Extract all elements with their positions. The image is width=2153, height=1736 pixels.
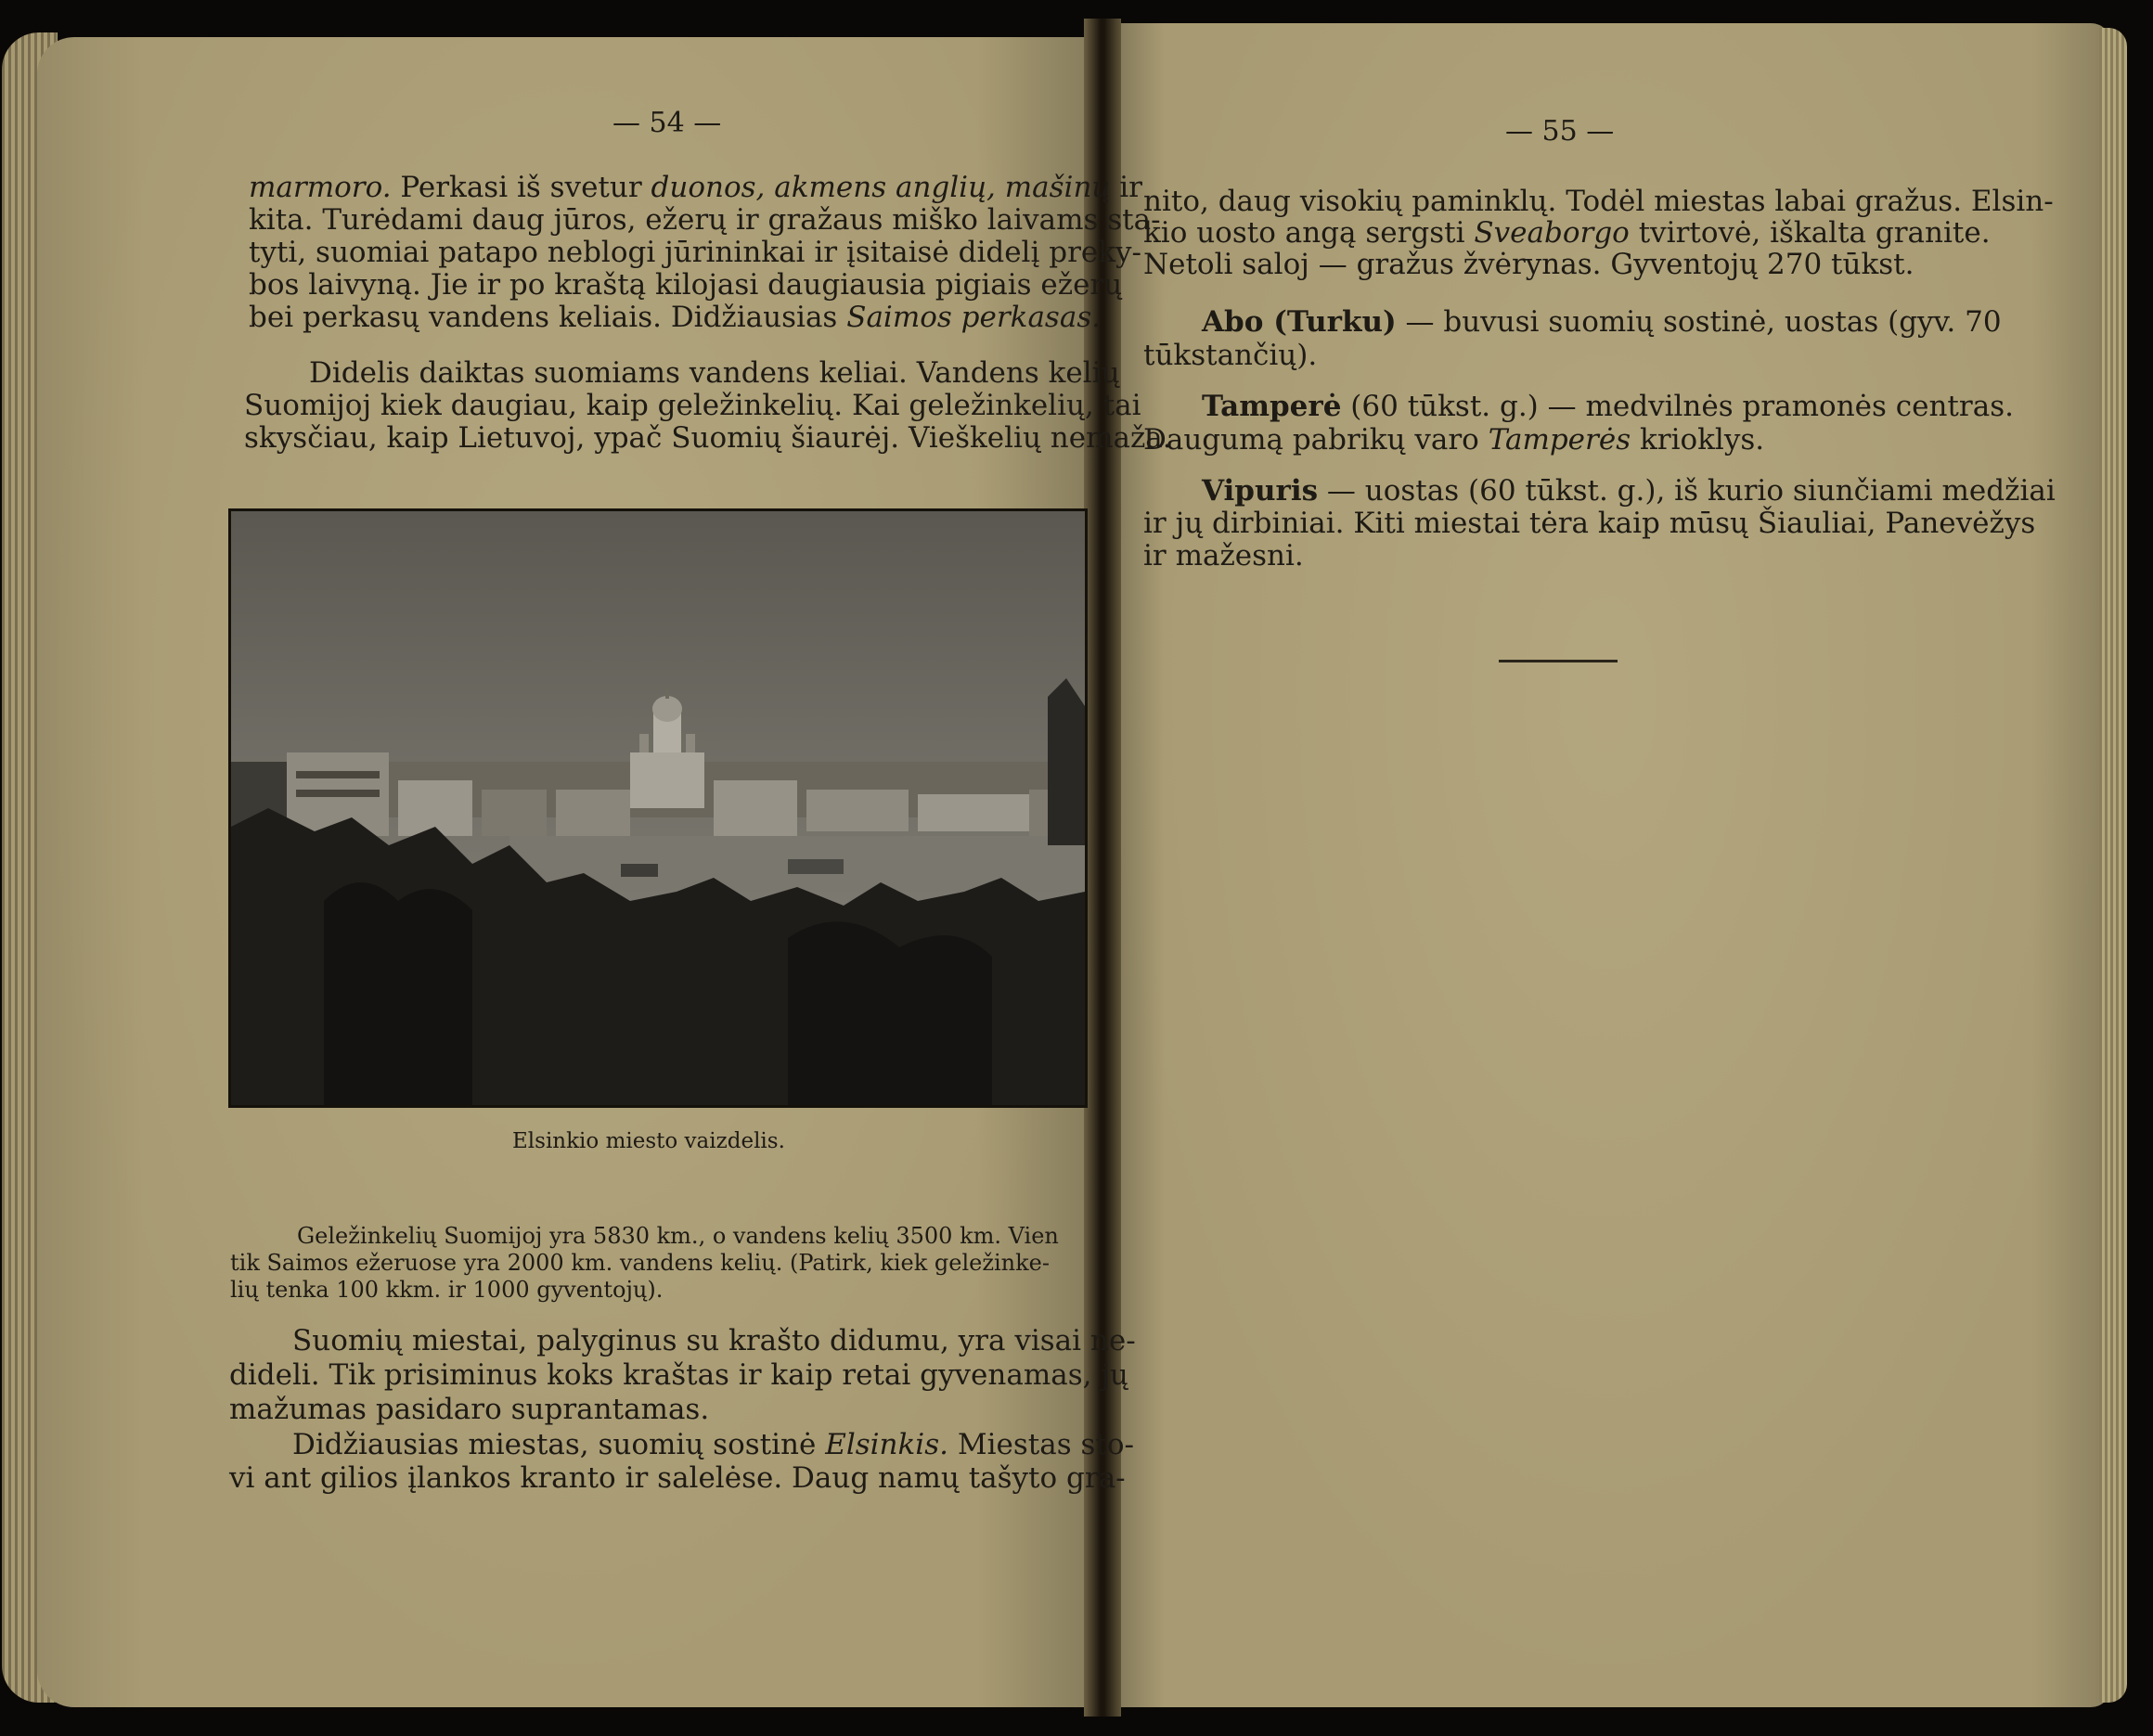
text-span: tūkstančių).	[1143, 339, 1318, 372]
section-end-rule	[1499, 660, 1618, 662]
text-span: Tamperės	[1488, 423, 1631, 457]
text-line	[1143, 217, 1991, 250]
text-span: (60 tūkst. g.) — medvilnės pramonės centras.	[1341, 390, 2014, 423]
text-span: Tamperė	[1202, 390, 1342, 423]
text-line	[249, 172, 1142, 204]
text-line: Suomių miestai, palyginus su krašto didumu, yra visai ne-	[292, 1324, 1136, 1357]
text-line	[1143, 508, 2035, 540]
text-span: Didžiausias miestas, suomių sostinė	[292, 1428, 826, 1461]
right-page-number: — 55 —	[1505, 115, 1615, 148]
text-line	[249, 237, 1141, 269]
text-span: Elsinkis.	[825, 1428, 948, 1461]
text-line: tik Saimos ežeruose yra 2000 km. vandens kelių. (Patirk, kiek geležinke-	[230, 1250, 1050, 1276]
text-span: bos laivyną. Jie ir po kraštą kilojasi daugiausia pigiais ežerų	[249, 268, 1123, 302]
text-line	[1143, 186, 2054, 218]
text-line	[1202, 475, 2056, 508]
text-span: tvirtovė, iškalta granite.	[1629, 216, 1991, 250]
text-span: Sveaborgo	[1474, 216, 1630, 250]
text-line	[249, 302, 1101, 334]
text-span: duonos, akmens anglių, mašinų	[651, 171, 1111, 204]
text-span: vi ant gilios įlankos kranto ir salelėse. Daug namų tašyto gra-	[229, 1461, 1126, 1495]
text-span: — uostas (60 tūkst. g.), iš kurio siunčiami medžiai	[1318, 474, 2056, 508]
right-page-edges	[2099, 28, 2127, 1703]
text-line	[1143, 340, 1317, 372]
text-span: kio uosto angą sergsti	[1143, 216, 1475, 250]
text-line	[292, 1429, 1134, 1461]
left-page-number: — 54 —	[612, 107, 722, 139]
text-span: ir	[1110, 171, 1142, 204]
text-line	[249, 269, 1122, 302]
text-line	[1143, 424, 1764, 457]
text-span: tyti, suomiai patapo neblogi jūrininkai ir įsitaisė didelį preky-	[249, 236, 1142, 269]
text-line: mažumas pasidaro suprantamas.	[229, 1393, 710, 1426]
text-line	[1143, 540, 1304, 572]
text-line: Didelis daiktas suomiams vandens keliai. Vandens kelių	[309, 356, 1120, 390]
text-span: Daugumą pabrikų varo	[1143, 423, 1489, 457]
text-span: Vipuris	[1202, 474, 1319, 508]
text-span: Perkasi iš svetur	[391, 171, 651, 204]
text-span: — buvusi suomių sostinė, uostas (gyv. 70	[1396, 305, 2002, 339]
text-span: ir jų dirbiniai. Kiti miestai tėra kaip mūsų Šiauliai, Panevėžys	[1143, 507, 2036, 540]
text-line: Suomijoj kiek daugiau, kaip geležinkelių. Kai geležinkelių, tai	[244, 389, 1141, 422]
text-line	[1143, 249, 1914, 281]
text-line: lių tenka 100 kkm. ir 1000 gyventojų).	[230, 1277, 664, 1303]
text-line	[229, 1462, 1126, 1495]
text-line: dideli. Tik prisiminus koks kraštas ir kaip retai gyvenamas, jų	[229, 1358, 1128, 1392]
text-span: bei perkasų vandens keliais. Didžiausias	[249, 301, 847, 334]
helsinki-photo	[228, 508, 1088, 1108]
text-span: Miestas sto-	[948, 1428, 1134, 1461]
text-span: nito, daug visokių paminklų. Todėl miestas labai gražus. Elsin-	[1143, 185, 2054, 218]
text-line: skysčiau, kaip Lietuvoj, ypač Suomių šiaurėj. Vieškelių nemaža.	[244, 421, 1172, 455]
text-line	[1202, 391, 2014, 423]
text-line: Geležinkelių Suomijoj yra 5830 km., o vandens kelių 3500 km. Vien	[297, 1223, 1059, 1249]
photo-caption: Elsinkio miesto vaizdelis.	[512, 1129, 785, 1153]
text-line	[249, 204, 1161, 237]
text-line	[1202, 306, 2002, 339]
text-span: ir mažesni.	[1143, 539, 1304, 572]
text-span: kita. Turėdami daug jūros, ežerų ir gražaus miško laivams sta-	[249, 203, 1161, 237]
text-span: Abo (Turku)	[1202, 305, 1397, 339]
text-span: krioklys.	[1631, 423, 1765, 457]
text-span: marmoro.	[249, 171, 392, 204]
text-span: Saimos perkasas.	[846, 301, 1102, 334]
text-span: Netoli saloj — gražus žvėrynas. Gyventojų 270 tūkst.	[1143, 248, 1914, 281]
